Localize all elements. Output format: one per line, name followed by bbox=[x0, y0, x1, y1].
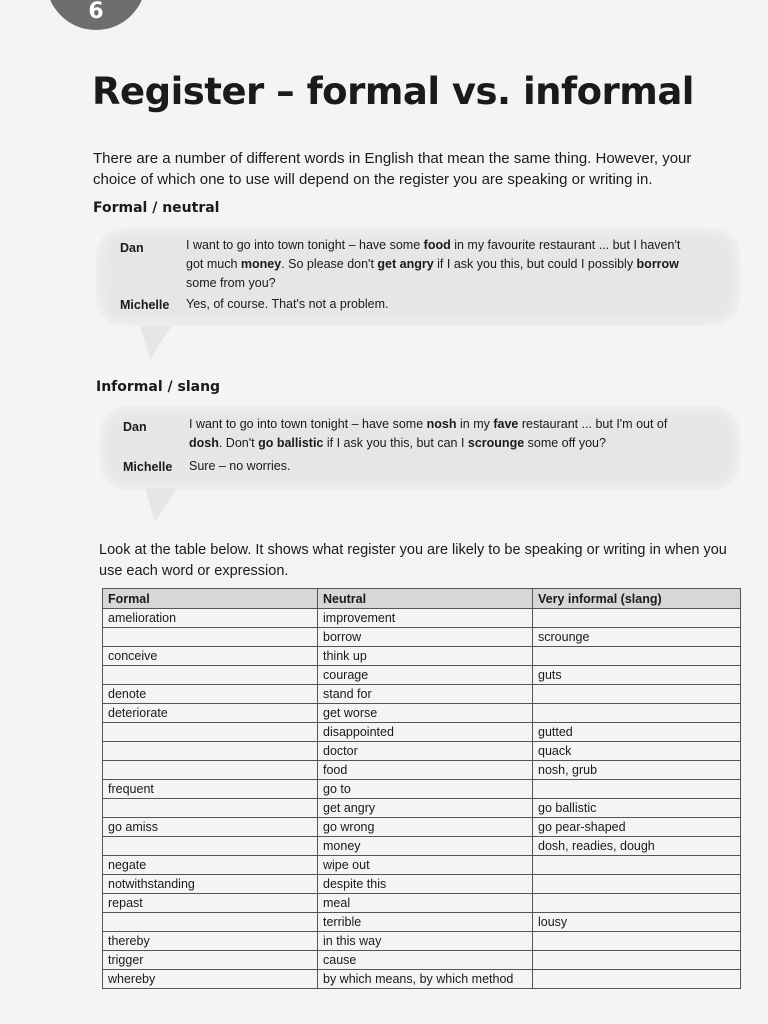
slang-cell bbox=[533, 856, 741, 875]
dialog-bubble-tail bbox=[140, 325, 172, 359]
neutral-cell: improvement bbox=[318, 609, 533, 628]
table-row bbox=[103, 742, 741, 761]
formal-cell: thereby bbox=[103, 932, 318, 951]
neutral-cell: go to bbox=[318, 780, 533, 799]
slang-cell bbox=[533, 704, 741, 723]
formal-cell: negate bbox=[103, 856, 318, 875]
table-row bbox=[103, 799, 741, 818]
formal-cell bbox=[103, 628, 318, 647]
table-row bbox=[103, 818, 741, 837]
table-row bbox=[103, 685, 741, 704]
table-body bbox=[103, 609, 741, 989]
formal-cell bbox=[103, 666, 318, 685]
table-row bbox=[103, 647, 741, 666]
speaker-michelle: Michelle bbox=[123, 460, 173, 474]
formal-cell bbox=[103, 761, 318, 780]
table-row bbox=[103, 609, 741, 628]
slang-cell bbox=[533, 875, 741, 894]
section-heading-informal: Informal / slang bbox=[96, 379, 221, 395]
table-row bbox=[103, 780, 741, 799]
formal-cell: notwithstanding bbox=[103, 875, 318, 894]
formal-cell bbox=[103, 913, 318, 932]
speaker-dan: Dan bbox=[123, 420, 147, 434]
formal-cell: whereby bbox=[103, 970, 318, 989]
table-header-row bbox=[103, 589, 741, 609]
neutral-cell: courage bbox=[318, 666, 533, 685]
slang-cell bbox=[533, 780, 741, 799]
section-heading-formal: Formal / neutral bbox=[93, 200, 220, 216]
slang-cell: dosh, readies, dough bbox=[533, 837, 741, 856]
intro-paragraph: There are a number of different words in English that mean the same thing. However, your choice of which one to use will depend on the register you are speaking or writing in. bbox=[93, 150, 692, 188]
formal-cell: amelioration bbox=[103, 609, 318, 628]
dialog-line: some from you? bbox=[186, 276, 276, 290]
table-row bbox=[103, 875, 741, 894]
dialog-line: dosh. Don't go ballistic if I ask you this, but can I scrounge some off you? bbox=[189, 436, 606, 450]
column-header-slang: Very informal (slang) bbox=[533, 589, 741, 609]
neutral-cell: disappointed bbox=[318, 723, 533, 742]
neutral-cell: borrow bbox=[318, 628, 533, 647]
slang-cell bbox=[533, 685, 741, 704]
neutral-cell: think up bbox=[318, 647, 533, 666]
formal-cell: repast bbox=[103, 894, 318, 913]
table-row bbox=[103, 628, 741, 647]
neutral-cell: get angry bbox=[318, 799, 533, 818]
neutral-cell: food bbox=[318, 761, 533, 780]
neutral-cell: money bbox=[318, 837, 533, 856]
table-row bbox=[103, 913, 741, 932]
slang-cell: quack bbox=[533, 742, 741, 761]
slang-cell: guts bbox=[533, 666, 741, 685]
neutral-cell: stand for bbox=[318, 685, 533, 704]
neutral-cell: cause bbox=[318, 951, 533, 970]
formal-cell bbox=[103, 837, 318, 856]
dialog-line: I want to go into town tonight – have some food in my favourite restaurant ... but I haven't bbox=[186, 238, 681, 252]
dialog-line: got much money. So please don't get angry if I ask you this, but could I possibly borrow bbox=[186, 257, 679, 271]
neutral-cell: go wrong bbox=[318, 818, 533, 837]
slang-cell bbox=[533, 647, 741, 666]
slang-cell: lousy bbox=[533, 913, 741, 932]
speaker-michelle: Michelle bbox=[120, 298, 170, 312]
slang-cell: scrounge bbox=[533, 628, 741, 647]
neutral-cell: by which means, by which method bbox=[318, 970, 533, 989]
neutral-cell: in this way bbox=[318, 932, 533, 951]
slang-cell: go pear-shaped bbox=[533, 818, 741, 837]
speaker-dan: Dan bbox=[120, 241, 144, 255]
slang-cell: nosh, grub bbox=[533, 761, 741, 780]
formal-cell: frequent bbox=[103, 780, 318, 799]
register-table bbox=[102, 588, 741, 989]
table-row bbox=[103, 723, 741, 742]
slang-cell bbox=[533, 951, 741, 970]
formal-cell: conceive bbox=[103, 647, 318, 666]
column-header-formal: Formal bbox=[103, 589, 318, 609]
neutral-cell: meal bbox=[318, 894, 533, 913]
formal-cell bbox=[103, 723, 318, 742]
neutral-cell: wipe out bbox=[318, 856, 533, 875]
slang-cell bbox=[533, 609, 741, 628]
neutral-cell: terrible bbox=[318, 913, 533, 932]
slang-cell: go ballistic bbox=[533, 799, 741, 818]
slang-cell bbox=[533, 894, 741, 913]
dialog-line: I want to go into town tonight – have some nosh in my fave restaurant ... but I'm out of bbox=[189, 417, 668, 431]
table-row bbox=[103, 970, 741, 989]
table-intro-paragraph: Look at the table below. It shows what register you are likely to be speaking or writing in when you use each word or expression. bbox=[99, 542, 727, 579]
dialog-bubble-tail bbox=[145, 488, 177, 522]
formal-cell: go amiss bbox=[103, 818, 318, 837]
table-row bbox=[103, 894, 741, 913]
table-row bbox=[103, 837, 741, 856]
formal-cell: denote bbox=[103, 685, 318, 704]
dialog-reply: Sure – no worries. bbox=[189, 459, 291, 473]
table-row bbox=[103, 951, 741, 970]
column-header-neutral: Neutral bbox=[318, 589, 533, 609]
unit-number: 6 bbox=[88, 0, 104, 24]
slang-cell bbox=[533, 932, 741, 951]
table-row bbox=[103, 704, 741, 723]
table-row bbox=[103, 761, 741, 780]
dialog-reply: Yes, of course. That's not a problem. bbox=[186, 297, 389, 311]
neutral-cell: despite this bbox=[318, 875, 533, 894]
slang-cell: gutted bbox=[533, 723, 741, 742]
page-title: Register – formal vs. informal bbox=[92, 70, 694, 113]
slang-cell bbox=[533, 970, 741, 989]
neutral-cell: doctor bbox=[318, 742, 533, 761]
neutral-cell: get worse bbox=[318, 704, 533, 723]
formal-cell bbox=[103, 742, 318, 761]
table-row bbox=[103, 856, 741, 875]
formal-cell bbox=[103, 799, 318, 818]
unit-number-badge bbox=[46, 0, 146, 30]
table-row bbox=[103, 666, 741, 685]
formal-cell: deteriorate bbox=[103, 704, 318, 723]
table-row bbox=[103, 932, 741, 951]
formal-cell: trigger bbox=[103, 951, 318, 970]
